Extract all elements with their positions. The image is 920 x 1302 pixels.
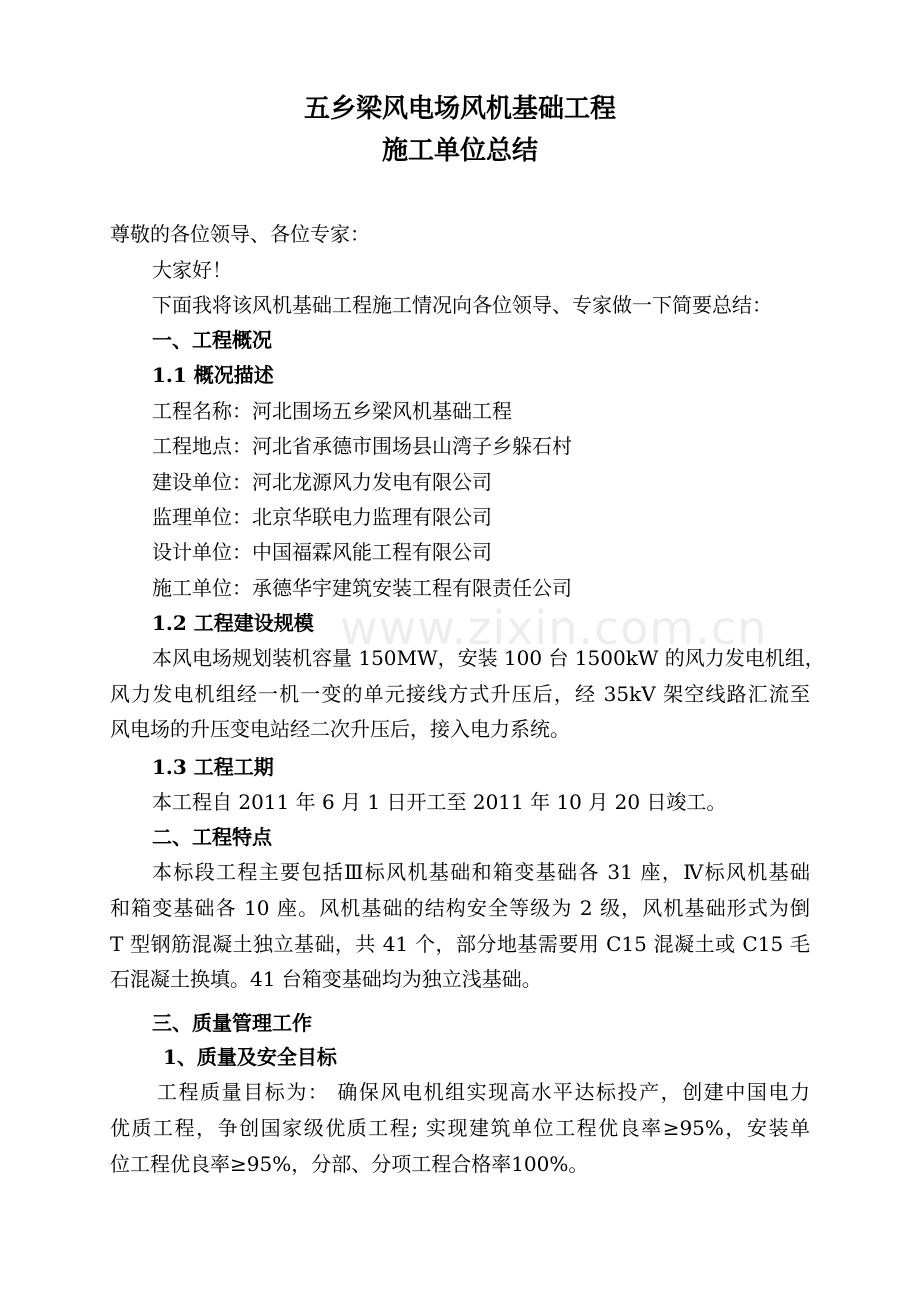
- subsection-heading: 1、质量及安全目标: [163, 1045, 337, 1069]
- greeting: 大家好！: [152, 258, 232, 282]
- project-info-item: 施工单位：承德华宇建筑安装工程有限责任公司: [152, 576, 572, 600]
- project-info-item: 监理单位：北京华联电力监理有限公司: [152, 505, 492, 529]
- document-title: 五乡梁风电场风机基础工程: [303, 94, 616, 124]
- subsection-heading: 1.1 概况描述: [152, 363, 274, 387]
- subsection-heading: 1.2 工程建设规模: [152, 611, 314, 635]
- section-heading: 二、工程特点: [152, 825, 272, 849]
- paragraph-line: 优质工程，争创国家级优质工程; 实现建筑单位工程优良率≥95%，安装单: [110, 1116, 810, 1140]
- paragraph-line: 风力发电机组经一机一变的单元接线方式升压后，经 35kV 架空线路汇流至: [110, 682, 810, 706]
- paragraph-line: T 型钢筋混凝土独立基础，共 41 个，部分地基需要用 C15 混凝土或 C15 毛: [110, 932, 810, 956]
- paragraph-line: 风电场的升压变电站经二次升压后，接入电力系统。: [110, 717, 570, 741]
- paragraph-line: 工程质量目标为： 确保风电机组实现高水平达标投产，创建中国电力: [157, 1080, 810, 1104]
- intro-paragraph: 下面我将该风机基础工程施工情况向各位领导、专家做一下简要总结：: [152, 293, 772, 317]
- watermark: www.zixin.com.cn: [340, 601, 768, 655]
- project-info-item: 设计单位：中国福霖风能工程有限公司: [152, 540, 492, 564]
- paragraph-line: 位工程优良率≥95%，分部、分项工程合格率100%。: [110, 1152, 589, 1176]
- paragraph-line: 本风电场规划装机容量 150MW，安装 100 台 1500kW 的风力发电机组，: [152, 646, 825, 670]
- paragraph-line: 石混凝土换填。41 台箱变基础均为独立浅基础。: [110, 967, 542, 991]
- section-heading: 三、质量管理工作: [152, 1011, 312, 1035]
- paragraph-line: 本标段工程主要包括Ⅲ标风机基础和箱变基础各 31 座，Ⅳ标风机基础: [152, 860, 810, 884]
- salutation: 尊敬的各位领导、各位专家：: [110, 222, 370, 246]
- document-subtitle: 施工单位总结: [381, 136, 538, 166]
- paragraph-line: 和箱变基础各 10 座。风机基础的结构安全等级为 2 级，风机基础形式为倒: [110, 896, 810, 920]
- subsection-heading: 1.3 工程工期: [152, 755, 274, 779]
- section-heading: 一、工程概况: [152, 328, 272, 352]
- project-info-item: 工程名称：河北围场五乡梁风机基础工程: [152, 399, 512, 423]
- schedule-paragraph: 本工程自 2011 年 6 月 1 日开工至 2011 年 10 月 20 日竣工。: [152, 790, 727, 814]
- project-info-item: 建设单位：河北龙源风力发电有限公司: [152, 470, 492, 494]
- project-info-item: 工程地点：河北省承德市围场县山湾子乡躲石村: [152, 434, 572, 458]
